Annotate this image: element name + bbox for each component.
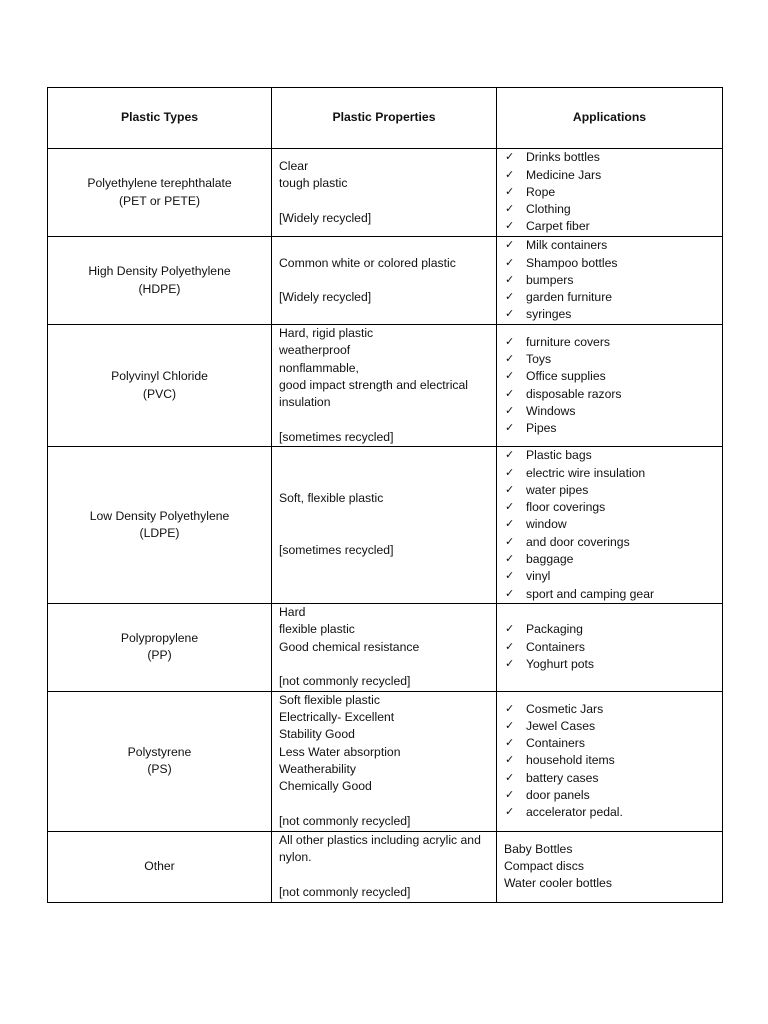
plastic-properties-cell [272,447,497,604]
checkmark-icon: ✓ [505,570,515,583]
application-item [504,701,715,718]
property-line: All other plastics including acrylic and nylon. [279,832,481,865]
property-line: Hard, rigid plastic [279,326,374,340]
table-row [48,604,723,691]
applications-cell [497,325,723,447]
application-text: Containers [526,736,585,751]
header-applications: Applications [497,88,723,149]
plastic-type-text: High Density Polyethylene [88,264,231,279]
plastic-type-text: Low Density Polyethylene [89,508,230,523]
applications-list [504,447,715,603]
application-text: Pipes [526,421,557,436]
application-item [504,770,715,787]
application-item [504,621,715,638]
applications-cell [497,149,723,237]
application-text: Shampoo bottles [526,255,618,270]
application-item [504,149,715,166]
table-row [48,447,723,604]
plastic-properties-cell [272,149,497,237]
application-text: Yoghurt pots [526,656,594,671]
application-text: and door coverings [526,534,630,549]
application-item [504,351,715,368]
application-item [504,403,715,420]
application-item [504,255,715,272]
application-item [504,201,715,218]
application-text: Medicine Jars [526,167,602,182]
plastic-type-cell [48,691,272,831]
checkmark-icon: ✓ [505,623,515,636]
application-item [504,499,715,516]
application-text: Office supplies [526,369,606,384]
checkmark-icon: ✓ [505,291,515,304]
property-line [279,411,489,428]
plastic-type-text: Other [144,858,175,873]
application-text: Plastic bags [526,448,592,463]
property-line: good impact strength and electrical insulation [279,377,469,410]
application-text: door panels [526,788,590,802]
application-text: window [526,517,567,532]
application-text: disposable razors [526,386,622,401]
application-item [504,656,715,673]
property-line: Good chemical resistance [279,639,420,654]
property-line: [not commonly recycled] [279,674,411,689]
checkmark-icon: ✓ [505,256,515,269]
application-text: bumpers [526,272,574,287]
applications-list [504,334,715,438]
checkmark-icon: ✓ [505,789,515,801]
application-text: Clothing [526,202,571,217]
application-item [504,551,715,568]
checkmark-icon: ✓ [505,553,515,566]
header-plastic-types: Plastic Types [48,88,272,149]
application-item [504,482,715,499]
application-item [504,289,715,306]
checkmark-icon: ✓ [505,806,515,819]
plastic-type-text: (PVC) [142,386,177,401]
application-text: Containers [526,639,585,654]
property-line: flexible plastic [279,622,355,637]
application-item [504,368,715,385]
property-line: Chemically Good [279,779,372,794]
application-item [504,306,715,323]
checkmark-icon: ✓ [505,449,515,462]
checkmark-icon: ✓ [505,185,515,198]
application-text: syringes [526,307,572,322]
application-text: garden furniture [526,290,613,305]
plastic-type-text: Polystyrene [127,744,192,759]
application-item [504,420,715,437]
application-text: Baby Bottles [504,841,573,856]
property-line: Hard [279,605,306,620]
application-text: Windows [526,403,576,418]
plastics-table [47,87,723,903]
checkmark-icon: ✓ [505,518,515,531]
application-text: Drinks bottles [526,150,600,165]
checkmark-icon: ✓ [505,737,515,750]
header-plastic-properties: Plastic Properties [272,88,497,149]
application-item [504,272,715,289]
plastic-type-text: (PP) [147,648,172,663]
checkmark-icon: ✓ [505,754,515,767]
table-row [48,691,723,831]
application-text: household items [526,753,615,768]
application-item [504,735,715,752]
property-line: Stability Good [279,727,355,742]
application-text: Toys [526,351,552,366]
checkmark-icon: ✓ [505,387,515,400]
applications-cell [497,691,723,831]
applications-list [504,701,715,822]
plastic-type-cell [48,237,272,325]
plastic-type-text: Polyethylene terephthalate [87,176,232,191]
application-item [504,465,715,482]
application-item [504,586,715,603]
checkmark-icon: ✓ [505,308,515,321]
checkmark-icon: ✓ [505,151,515,164]
application-item [504,386,715,403]
checkmark-icon: ✓ [505,640,515,653]
checkmark-icon: ✓ [505,220,515,233]
property-line [279,193,489,210]
application-text: Milk containers [526,238,608,253]
applications-list [504,621,715,673]
property-line: [Widely recycled] [279,210,372,225]
checkmark-icon: ✓ [505,404,515,417]
plastic-type-cell [48,604,272,691]
applications-cell [497,604,723,691]
property-line [279,508,489,525]
table-row [48,149,723,237]
property-line [279,656,489,673]
checkmark-icon: ✓ [505,335,515,348]
table-row [48,831,723,902]
application-item [504,752,715,769]
property-line: Weatherability [279,762,356,777]
property-line [279,867,489,884]
plastic-properties-cell [272,325,497,447]
checkmark-icon: ✓ [505,535,515,548]
application-item [504,334,715,351]
application-text: Carpet fiber [526,219,590,234]
application-text: Compact discs [504,858,584,873]
property-line: Less Water absorption [279,744,401,759]
application-item [504,804,715,821]
plastic-type-text: (LDPE) [139,526,180,541]
property-line [279,525,489,542]
plastic-type-text: (HDPE) [138,281,181,296]
checkmark-icon: ✓ [505,239,515,252]
application-item [504,184,715,201]
checkmark-icon: ✓ [505,587,515,600]
checkmark-icon: ✓ [505,483,515,496]
checkmark-icon: ✓ [505,719,515,732]
application-item [504,167,715,184]
application-text: Cosmetic Jars [526,701,604,716]
application-text: Water cooler bottles [504,876,612,891]
property-line: Common white or colored plastic [279,255,456,270]
application-item [504,516,715,533]
plastic-properties-cell [272,691,497,831]
table-row [48,325,723,447]
application-text: furniture covers [526,334,610,349]
checkmark-icon: ✓ [505,702,515,715]
plastic-type-text: (PS) [147,762,172,777]
application-item [504,218,715,235]
application-text: accelerator pedal. [526,805,623,820]
property-line: Soft flexible plastic [279,692,380,707]
applications-cell [497,447,723,604]
property-line: [Widely recycled] [279,290,372,305]
plastic-properties-cell [272,604,497,691]
application-text: vinyl [526,569,551,584]
checkmark-icon: ✓ [505,203,515,216]
header-row [48,88,723,149]
property-line [279,796,489,813]
application-text: Jewel Cases [526,718,596,733]
table-body [48,149,723,903]
plastic-properties-cell [272,831,497,902]
property-line: [sometimes recycled] [279,429,394,444]
plastic-type-cell [48,325,272,447]
property-line: tough plastic [279,176,348,191]
plastic-type-text: Polypropylene [120,631,199,646]
applications-list [504,237,715,323]
application-item [504,534,715,551]
application-item [504,787,715,804]
checkmark-icon: ✓ [505,501,515,514]
property-line: Clear [279,158,309,173]
application-text: electric wire insulation [526,465,646,480]
checkmark-icon: ✓ [505,422,515,435]
checkmark-icon: ✓ [505,370,515,383]
checkmark-icon: ✓ [505,168,515,181]
application-item [504,568,715,585]
property-line: weatherproof [279,343,351,358]
plastic-type-cell [48,149,272,237]
property-line: nonflammable, [279,360,359,375]
application-item [504,237,715,254]
applications-list [504,149,715,235]
application-text: battery cases [526,770,599,785]
checkmark-icon: ✓ [505,352,515,365]
property-line: [sometimes recycled] [279,543,394,558]
applications-cell [497,237,723,325]
property-line [279,272,489,289]
application-text: Packaging [526,622,583,637]
property-line: [not commonly recycled] [279,813,411,828]
checkmark-icon: ✓ [505,466,515,479]
plastic-type-text: Polyvinyl Chloride [111,369,208,384]
plastic-properties-cell [272,237,497,325]
plastic-type-cell [48,447,272,604]
property-line: [not commonly recycled] [279,884,411,899]
application-text: Rope [526,184,556,199]
checkmark-icon: ✓ [505,771,515,784]
application-item [504,447,715,464]
property-line: Soft, flexible plastic [279,491,384,506]
application-item [504,639,715,656]
property-line: Electrically- Excellent [279,710,395,725]
application-text: water pipes [526,482,589,497]
applications-cell [497,831,723,902]
application-text: sport and camping gear [526,586,655,601]
application-item [504,718,715,735]
checkmark-icon: ✓ [505,273,515,286]
plastic-type-text: (PET or PETE) [118,193,201,208]
application-text: floor coverings [526,500,606,515]
plastic-type-cell [48,831,272,902]
application-text: baggage [526,552,574,567]
table-row [48,237,723,325]
checkmark-icon: ✓ [505,657,515,670]
